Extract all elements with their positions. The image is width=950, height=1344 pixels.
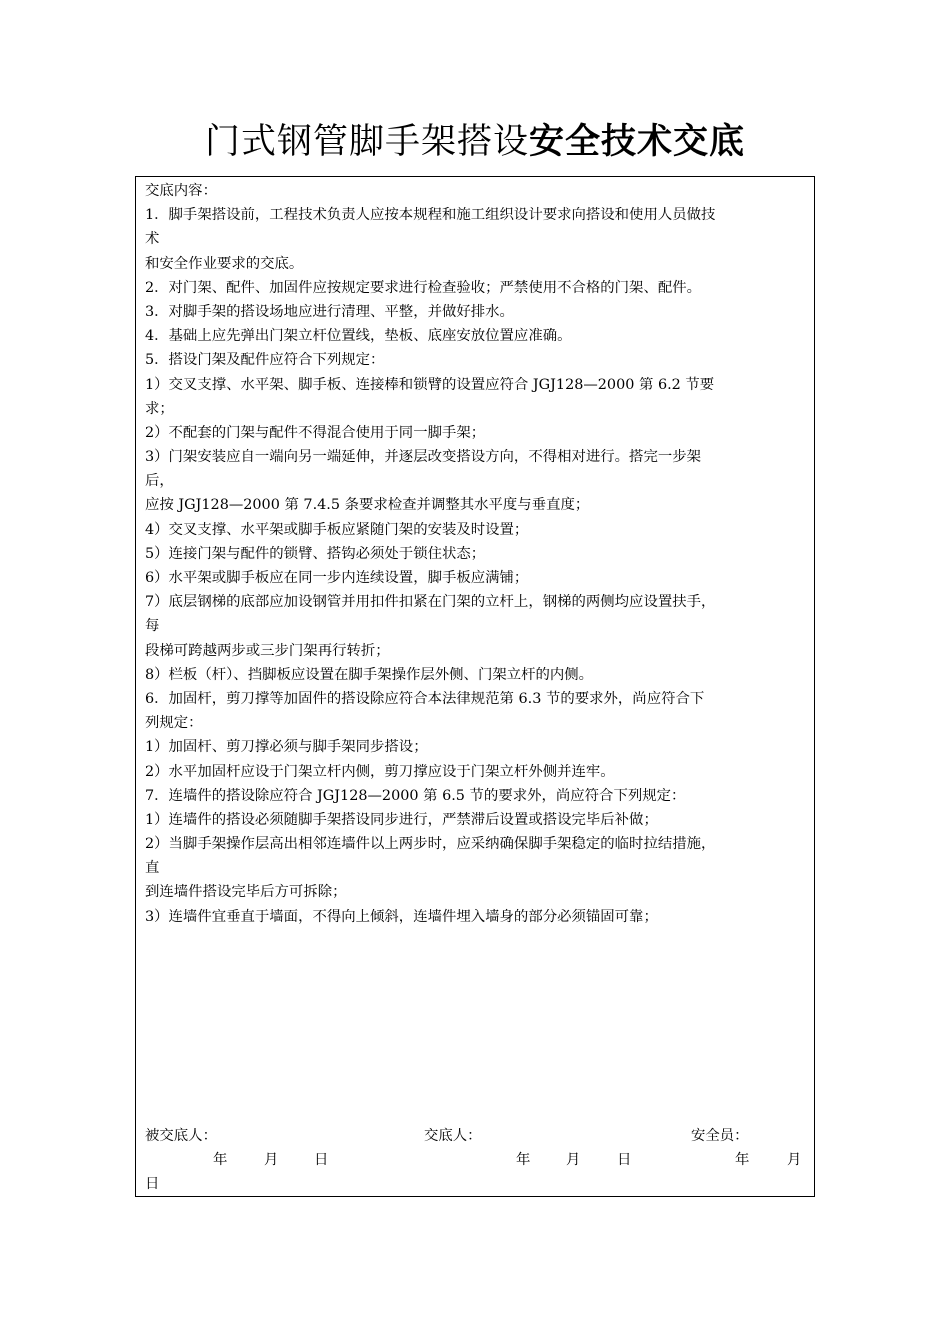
content-line: 3．对脚手架的搭设场地应进行清理、平整，并做好排水。 — [145, 303, 514, 320]
content-line: 1）加固杆、剪刀撑必须与脚手架同步搭设； — [145, 739, 428, 756]
content-line: 1．脚手架搭设前，工程技术负责人应按本规程和施工组织设计要求向搭设和使用人员做技 — [145, 207, 716, 224]
content-line: 段梯可跨越两步或三步门架再行转折； — [145, 642, 390, 659]
disclosure-content — [145, 179, 805, 929]
safety-date-month: 月 — [787, 1152, 802, 1168]
recipient-date-day: 日 — [314, 1152, 329, 1168]
discloser-date-month: 月 — [566, 1152, 581, 1168]
content-line: 5）连接门架与配件的锁臂、搭钩必须处于锁住状态； — [145, 545, 486, 562]
content-line: 7）底层钢梯的底部应加设钢管并用扣件扣紧在门架的立杆上，钢梯的两侧均应设置扶手， — [145, 594, 716, 611]
content-line: 交底内容： — [145, 183, 217, 199]
content-line: 2）不配套的门架与配件不得混合使用于同一脚手架； — [145, 424, 486, 441]
content-line: 2）当脚手架操作层高出相邻连墙件以上两步时，应采纳确保脚手架稳定的临时拉结措施， — [145, 836, 716, 853]
content-line: 2）水平加固杆应设于门架立杆内侧，剪刀撑应设于门架立杆外侧并连牢。 — [145, 763, 615, 780]
content-line: 列规定： — [145, 715, 203, 732]
recipient-label: 被交底人： — [145, 1128, 217, 1144]
discloser-label: 交底人： — [424, 1128, 482, 1144]
content-line: 应按 JGJ128—2000 第 7.4.5 条要求检查并调整其水平度与垂直度； — [145, 497, 590, 514]
content-line: 8）栏板（杆）、挡脚板应设置在脚手架操作层外侧、门架立杆的内侧。 — [145, 666, 594, 683]
content-line: 6．加固杆，剪刀撑等加固件的搭设除应符合本法律规范第 6.3 节的要求外，尚应符合下 — [145, 690, 705, 707]
recipient-date-month: 月 — [264, 1152, 279, 1168]
title-part-bold: 安全技术交底 — [529, 122, 746, 162]
content-line: 6）水平架或脚手板应在同一步内连续设置，脚手板应满铺； — [145, 570, 529, 586]
safety-officer-label: 安全员： — [691, 1128, 749, 1144]
document-title — [0, 118, 950, 166]
content-line: 3）门架安装应自一端向另一端延伸，并逐层改变搭设方向，不得相对进行。搭完一步架 — [145, 449, 702, 466]
content-line: 每 — [145, 618, 160, 635]
safety-date-day: 日 — [145, 1176, 160, 1192]
discloser-date-day: 日 — [617, 1152, 632, 1168]
content-line: 术 — [145, 231, 160, 248]
content-line: 到连墙件搭设完毕后方可拆除； — [145, 884, 347, 901]
content-line: 3）连墙件宜垂直于墙面，不得向上倾斜，连墙件埋入墙身的部分必须锚固可靠； — [145, 908, 658, 925]
content-line: 5．搭设门架及配件应符合下列规定： — [145, 352, 385, 369]
content-line: 直 — [145, 860, 160, 877]
content-line: 7．连墙件的搭设除应符合 JGJ128—2000 第 6.5 节的要求外，尚应符合下列规定： — [145, 787, 686, 804]
content-line: 和安全作业要求的交底。 — [145, 255, 304, 272]
content-line: 2．对门架、配件、加固件应按规定要求进行检查验收；严禁使用不合格的门架、配件。 — [145, 279, 702, 296]
content-line: 求； — [145, 400, 174, 417]
content-line: 4）交叉支撑、水平架或脚手板应紧随门架的安装及时设置； — [145, 521, 529, 538]
disclosure-box — [135, 176, 815, 1197]
content-line: 后， — [145, 473, 174, 490]
discloser-date-year: 年 — [516, 1152, 531, 1168]
recipient-date-year: 年 — [213, 1152, 228, 1168]
content-line: 1）连墙件的搭设必须随脚手架搭设同步进行，严禁滞后设置或搭设完毕后补做； — [145, 811, 658, 828]
content-line: 4．基础上应先弹出门架立杆位置线，垫板、底座安放位置应准确。 — [145, 328, 572, 345]
content-line: 1）交叉支撑、水平架、脚手板、连接棒和锁臂的设置应符合 JGJ128—2000 第 6.2 节要 — [145, 376, 715, 393]
title-part-normal: 门式钢管脚手架搭设 — [204, 122, 529, 162]
safety-date-year: 年 — [735, 1152, 750, 1168]
